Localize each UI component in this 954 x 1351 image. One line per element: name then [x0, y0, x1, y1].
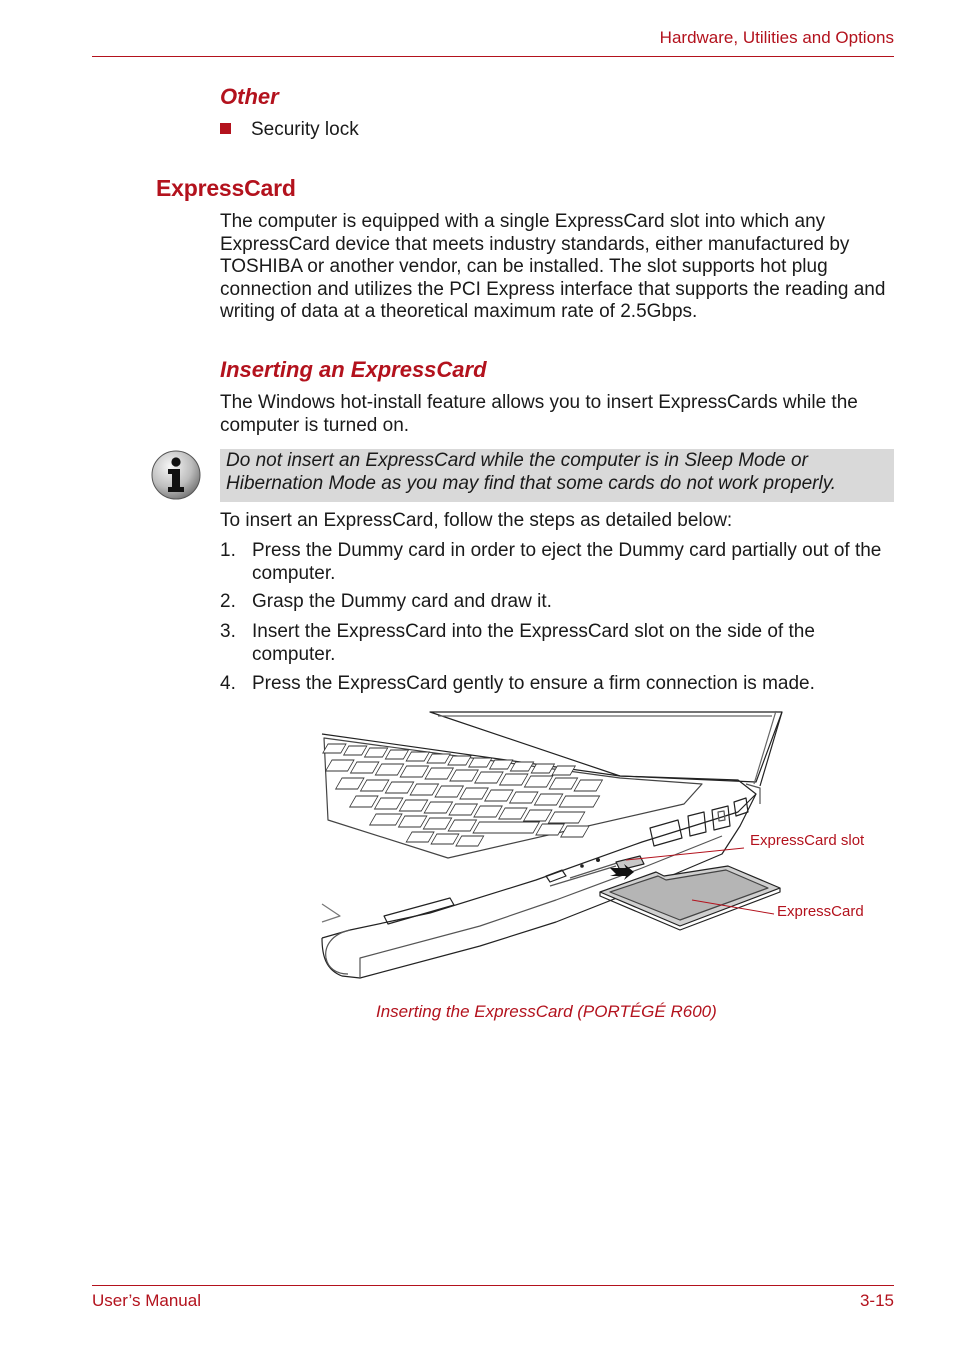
list-item: [220, 673, 894, 696]
bullet-square-icon: [220, 123, 231, 134]
figure-caption: Inserting the ExpressCard (PORTÉGÉ R600): [376, 1002, 717, 1021]
header-rule: [92, 56, 894, 57]
running-header: Hardware, Utilities and Options: [659, 28, 894, 47]
page-number: 3-15: [859, 1291, 894, 1310]
inserting-heading: Inserting an ExpressCard: [220, 357, 487, 382]
info-icon: [150, 449, 202, 501]
list-item: [220, 540, 894, 585]
note-text: Do not insert an ExpressCard while the computer is in Sleep Mode or Hibernation Mode as you may find that some cards do not work properly.: [226, 450, 837, 494]
step-number: 4.: [220, 673, 236, 694]
step-number: 1.: [220, 540, 236, 561]
footer-title: User’s Manual: [92, 1291, 201, 1310]
step-text: Press the ExpressCard gently to ensure a firm connection is made.: [252, 673, 815, 694]
step-text: Grasp the Dummy card and draw it.: [252, 591, 552, 612]
step-number: 2.: [220, 591, 236, 612]
step-number: 3.: [220, 621, 236, 642]
inserting-intro: The Windows hot-install feature allows you to insert ExpressCards while the computer is turned on.: [220, 392, 858, 436]
expresscard-slot-label: ExpressCard slot: [750, 832, 865, 849]
step-text: Press the Dummy card in order to eject the Dummy card partially out of the computer.: [252, 540, 882, 584]
note-box: [220, 449, 894, 502]
expresscard-paragraph: The computer is equipped with a single ExpressCard slot into which any ExpressCard device that meets industry standards, either manufactured by TOSHIBA or another vendor, can be installed. The slot supports hot plug connection and utilizes the PCI Express interface that supports the reading and writing of data at a theoretical maximum rate of 2.5Gbps.: [220, 211, 886, 323]
list-item: [220, 591, 894, 614]
expresscard-label: ExpressCard: [777, 903, 864, 920]
list-item: [220, 621, 894, 666]
step-text: Insert the ExpressCard into the ExpressCard slot on the side of the computer.: [252, 621, 815, 665]
steps-intro: To insert an ExpressCard, follow the steps as detailed below:: [220, 510, 733, 531]
bullet-item: [220, 119, 359, 141]
bullet-text: Security lock: [251, 119, 359, 140]
expresscard-heading: ExpressCard: [156, 175, 296, 201]
other-heading: Other: [220, 84, 279, 109]
footer-rule: [92, 1285, 894, 1286]
